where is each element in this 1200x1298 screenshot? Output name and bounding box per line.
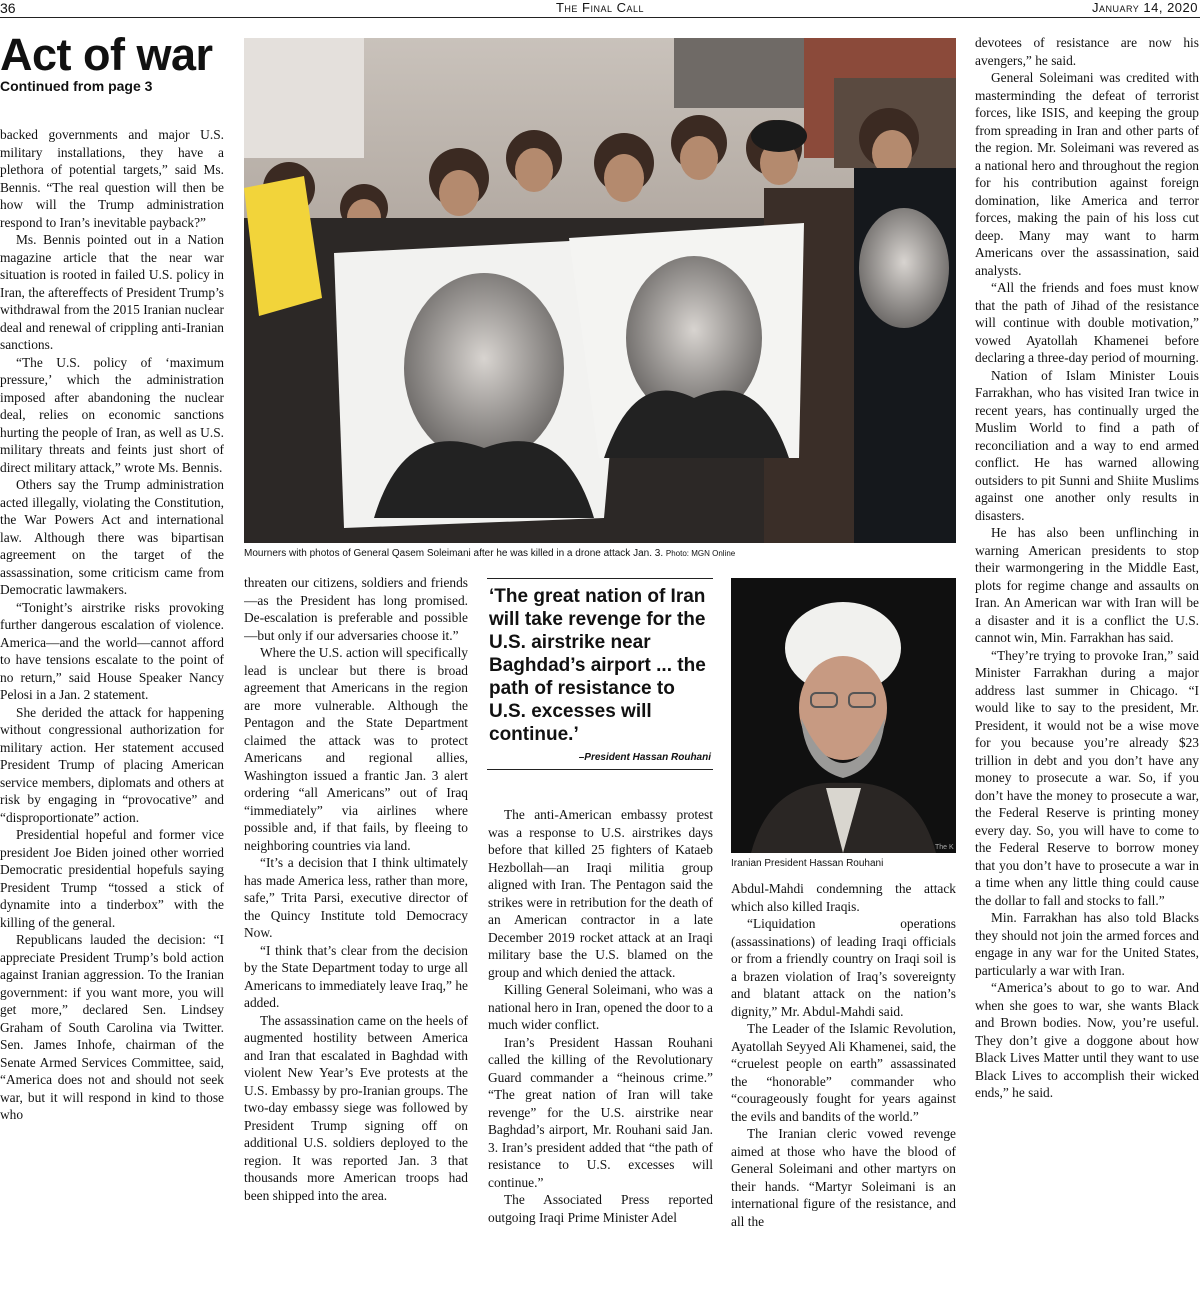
col2-paragraph-4: “I think that’s clear from the decision by the State Department today to urge all Americans to immediately leave Iraq,” he added. bbox=[244, 942, 468, 1010]
article-column-1 bbox=[0, 126, 224, 1298]
mourners-photo-illustration bbox=[244, 38, 956, 543]
col4-paragraph-2: “Liquidation operations (assassinations) of leading Iraqi officials or from a friendly country on Iraqi soil is a brazen violation of Iraq’s sovereignty and blatant attack on the nation’s dignity,” Mr. Abdul-Mahdi said. bbox=[731, 916, 956, 1019]
article-column-2 bbox=[244, 574, 468, 1298]
col2-paragraph-3: “It’s a decision that I think ultimately has made America less, rather than more, safe,” Trita Parsi, executive director of the Quincy Institute told Democracy Now. bbox=[244, 855, 468, 940]
col5-paragraph-3: “All the friends and foes must know that the path of Jihad of the resistance will continue with double motivation,” vowed Ayatollah Khamenei before declaring a three-day period of mourning. bbox=[975, 280, 1199, 365]
main-photo-caption bbox=[244, 547, 956, 560]
col3-paragraph-2: Killing General Soleimani, who was a national hero in Iran, opened the door to a much wider conflict. bbox=[488, 982, 713, 1032]
main-photo-caption-text: Mourners with photos of General Qasem Soleimani after he was killed in a drone attack Jan. 3. bbox=[244, 548, 664, 559]
article-headline: Act of war bbox=[0, 29, 213, 80]
pull-quote bbox=[487, 578, 713, 770]
col1-paragraph-7: Presidential hopeful and former vice president Joe Biden joined other worried Democratic presidential hopefuls saying President Trump “tossed a stick of dynamite into a tinderbox” with the killing of the general. bbox=[0, 827, 224, 930]
rouhani-photo-watermark: The K bbox=[935, 844, 954, 851]
main-photo-credit: Photo: MGN Online bbox=[665, 549, 736, 558]
article-column-3 bbox=[488, 806, 713, 1298]
col1-paragraph-8: Republicans lauded the decision: “I appreciate President Trump’s bold action against Iranian aggression. To the Iranian government: if you want more, you will get more,” declared Sen. Lindsey Graham of South Carolina via Twitter. Sen. James Inhofe, chairman of the Senate Armed Services Committee, said, “America does not and should not seek war, but it will respond in kind to those who bbox=[0, 932, 224, 1122]
publication-name: The Final Call bbox=[555, 0, 645, 15]
col4-paragraph-3: The Leader of the Islamic Revolution, Ayatollah Seyyed Ali Khamenei, said, the “cruelest people on earth” assassinated the “honorable” commander who “courageously fought for years against the evils and bandits of the world.” bbox=[731, 1021, 956, 1124]
col3-paragraph-4: The Associated Press reported outgoing Iraqi Prime Minister Adel bbox=[488, 1192, 713, 1225]
main-photo bbox=[244, 38, 956, 543]
col5-paragraph-4: Nation of Islam Minister Louis Farrakhan, who has visited Iran twice in recent years, has continually urged the Muslim World to find a path of reconciliation and a way to end armed conflict. He has warned allowing outsiders to pit Sunni and Shiite Muslims against one another only results in disasters. bbox=[975, 367, 1199, 523]
col5-paragraph-7: Min. Farrakhan has also told Blacks they should not join the armed forces and engage in any war for the United States, particularly a war with Iran. bbox=[975, 910, 1199, 978]
col3-paragraph-1: The anti-American embassy protest was a response to U.S. airstrikes days before that killed 25 fighters of Kataeb Hezbollah—an Iraqi militia group aligned with Iran. The Pentagon said the strikes were in retribution for the death of an American contractor in a late December 2019 rocket attack at an Iraqi military base the U.S. blamed on the group and which denied the attack. bbox=[488, 807, 713, 980]
pull-quote-text: ‘The great nation of Iran will take revenge for the U.S. airstrike near Baghdad’s airport ... the path of resistance to U.S. excesses will continue.’ bbox=[489, 586, 706, 745]
rouhani-photo-caption: Iranian President Hassan Rouhani bbox=[731, 858, 884, 869]
col1-paragraph-4: Others say the Trump administration acted illegally, violating the Constitution, the War Powers Act and international law. Although there was bipartisan agreement on the target of the assassination, some criticism came from Democratic lawmakers. bbox=[0, 477, 224, 597]
col5-paragraph-6: “They’re trying to provoke Iran,” said Minister Farrakhan during a major address last summer in Chicago. “I would like to say to the president, Mr. President, it would not be a wise move for you because you’re already $23 trillion in debt and you don’t have any money to prosecute a war. So, if you don’t have the money to prosecute a war, the Federal Reserve is printing money every day. So, you will have to come to the Federal Reserve to borrow money that you don’t have to prosecute a war in a time when any little thing could cause the dollar to fall and stocks to fall.” bbox=[975, 647, 1199, 908]
rouhani-portrait-illustration bbox=[731, 578, 956, 853]
page-number: 36 bbox=[0, 0, 16, 16]
page-header bbox=[0, 0, 1200, 18]
pull-quote-attribution: –President Hassan Rouhani bbox=[578, 752, 711, 763]
col2-paragraph-5: The assassination came on the heels of augmented hostility between America and Iran that escalated in Baghdad with violent New Year’s Eve protests at the U.S. Embassy by pro-Iranian groups. The two-day embassy siege was followed by President Trump signing off on additional U.S. soldiers deployed to the region. It was reported Jan. 3 that thousands more American troops had been shipped into the area. bbox=[244, 1012, 468, 1203]
col3-paragraph-3: Iran’s President Hassan Rouhani called the killing of the Revolutionary Guard commander a “heinous crime.” “The great nation of Iran will take revenge” for the U.S. airstrike near Baghdad’s airport, Mr. Rouhani said Jan. 3. Iran’s president added that “the path of resistance to U.S. excesses will continue.” bbox=[488, 1034, 713, 1190]
article-column-5 bbox=[975, 34, 1199, 1298]
continued-from: Continued from page 3 bbox=[0, 78, 153, 94]
col5-paragraph-5: He has also been unflinching in warning American presidents to stop their warmongering in the Middle East, plots for regime change and assaults on Iran. An American war with Iran will be a disaster and it is a conflict the U.S. cannot win, Min. Farrakhan has said. bbox=[975, 525, 1199, 645]
col5-paragraph-1: devotees of resistance are now his avengers,” he said. bbox=[975, 35, 1199, 68]
issue-date: January 14, 2020 bbox=[1091, 0, 1198, 15]
article-column-4 bbox=[731, 880, 956, 1298]
rouhani-photo bbox=[731, 578, 956, 853]
col1-paragraph-3: “The U.S. policy of ‘maximum pressure,’ which the administration imposed after abandoning the nuclear deal, relies on economic sanctions hurting the people of Iran, as well as U.S. military threats and feints just short of direct military attack,” wrote Ms. Bennis. bbox=[0, 354, 224, 475]
col4-paragraph-4: The Iranian cleric vowed revenge aimed at those who have the blood of General Soleimani and other martyrs on their hands. “Martyr Soleimani is an international figure of the resistance, and all the bbox=[731, 1126, 956, 1229]
col1-paragraph-2: Ms. Bennis pointed out in a Nation magazine article that the near war situation is rooted in failed U.S. policy in Iran, the aftereffects of President Trump’s withdrawal from the 2015 Iranian nuclear deal and renewal of crippling anti-Iranian sanctions. bbox=[0, 232, 224, 352]
col2-paragraph-1: threaten our citizens, soldiers and friends—as the President has long promised. De-escalation is preferable and possible—but only if our adversaries choose it.” bbox=[244, 575, 468, 643]
col1-paragraph-1: backed governments and major U.S. military installations, they have a plethora of potential targets,” said Ms. Bennis. “The real question will then be how will the Trump administration respond to Iran’s inevitable payback?” bbox=[0, 127, 224, 230]
col2-paragraph-2: Where the U.S. action will specifically lead is unclear but there is broad agreement that Americans in the region are more vulnerable. Although the Pentagon and the State Department claimed the attack was to protect Americans and regional allies, Washington issued a frantic Jan. 3 alert ordering “all Americans” out of Iraq “immediately” via airlines where possible and, if that fails, by fleeing to neighboring countries via land. bbox=[244, 645, 468, 853]
col5-paragraph-2: General Soleimani was credited with masterminding the defeat of terrorist forces, like ISIS, and keeping the group from spreading in Iran and other parts of the region. Mr. Soleimani was revered as a national hero and throughout the region for his contribution against foreign domination, like America and terror forces, making the pain of his loss cut deep. Many may want to harm Americans over the assassination, said analysts. bbox=[975, 70, 1199, 278]
col4-paragraph-1: Abdul-Mahdi condemning the attack which also killed Iraqis. bbox=[731, 881, 956, 914]
col1-paragraph-6: She derided the attack for happening without congressional authorization for military action. Her statement accused President Trump of placing American service members, diplomats and others at risk by engaging in “provocative” and “disproportionate” action. bbox=[0, 704, 224, 825]
col1-paragraph-5: “Tonight’s airstrike risks provoking further dangerous escalation of violence. America—and the world—cannot afford to have tensions escalate to the point of no return,” said House Speaker Nancy Pelosi in a Jan. 2 statement. bbox=[0, 599, 224, 702]
col5-paragraph-8: “America’s about to go to war. And when she goes to war, she wants Black and Brown bodies. Now, you’re useful. They don’t give a doggone about how Black Lives Matter until they want to use Black Lives to accomplish their wicked ends,” he said. bbox=[975, 980, 1199, 1100]
